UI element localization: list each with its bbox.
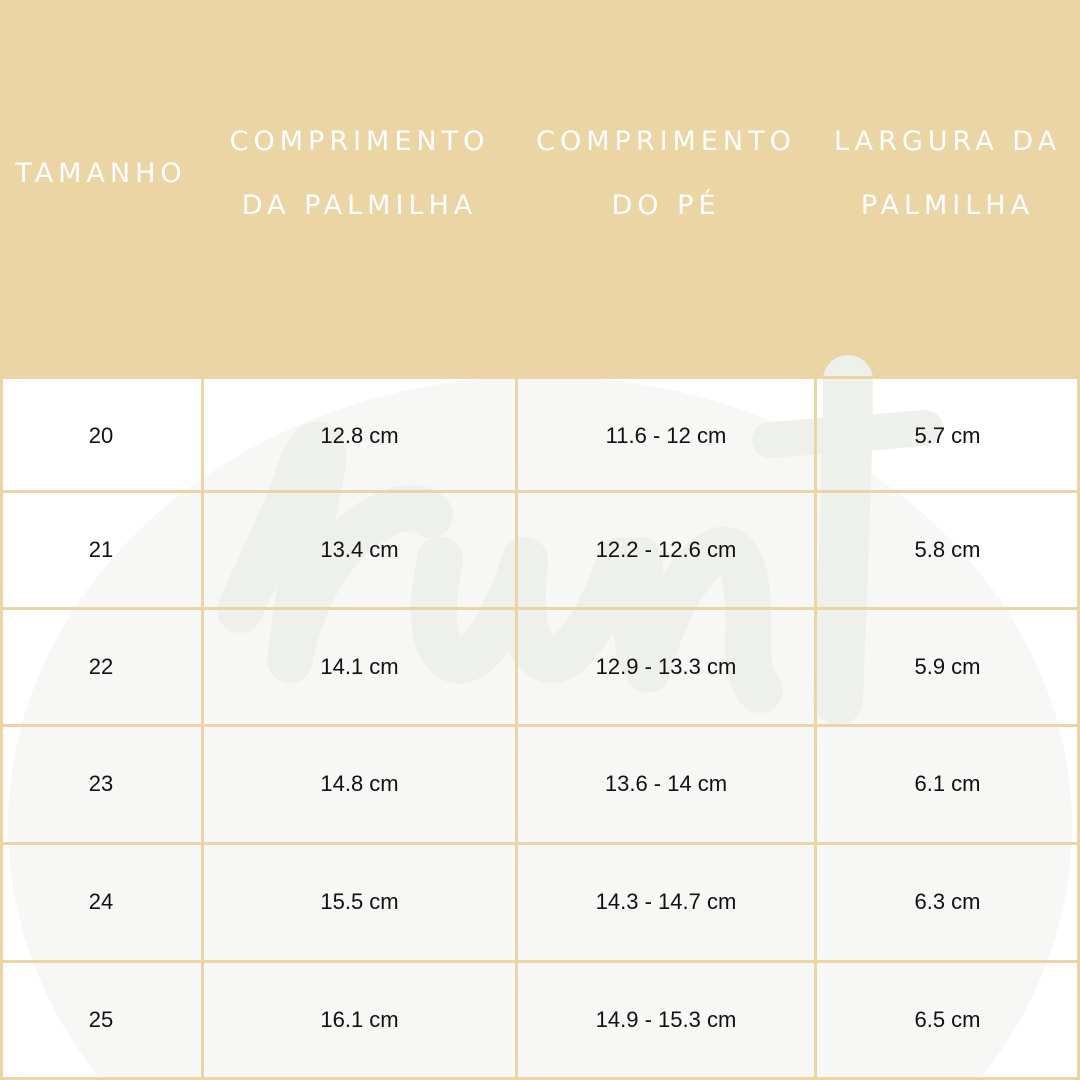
header-foot-length-line1: COMPRIMENTO xyxy=(536,126,796,157)
cell-size: 22 xyxy=(88,654,114,679)
size-table xyxy=(0,376,1080,1080)
cell-insole-length: 15.5 cm xyxy=(320,889,399,914)
table-row xyxy=(0,842,1080,959)
header-insole-width-line2: PALMILHA xyxy=(860,190,1035,221)
header-foot-length-line2: DO PÉ xyxy=(611,190,721,221)
grid-line-col1 xyxy=(201,376,204,1080)
cell-insole-length: 14.8 cm xyxy=(320,771,399,796)
cell-foot-length: 11.6 - 12 cm xyxy=(605,423,727,448)
header-insole-length-line2: DA PALMILHA xyxy=(241,190,478,221)
grid-line-left xyxy=(0,376,3,1080)
cell-foot-length: 13.6 - 14 cm xyxy=(604,771,728,796)
header-insole-width-line1: LARGURA DA xyxy=(833,126,1062,157)
grid-line-col3 xyxy=(814,376,817,1080)
cell-foot-length: 14.9 - 15.3 cm xyxy=(595,1007,737,1032)
table-row xyxy=(0,490,1080,607)
table-row xyxy=(0,960,1080,1077)
header-size-line1: TAMANHO xyxy=(15,158,187,189)
header-insole-length-line1: COMPRIMENTO xyxy=(229,126,490,157)
cell-insole-width: 6.5 cm xyxy=(914,1007,981,1032)
table-row xyxy=(0,607,1080,724)
cell-insole-width: 6.3 cm xyxy=(914,889,981,914)
cell-size: 20 xyxy=(88,423,114,448)
cell-size: 24 xyxy=(88,889,114,914)
table-row xyxy=(0,724,1080,841)
cell-insole-length: 16.1 cm xyxy=(320,1007,399,1032)
cell-foot-length: 14.3 - 14.7 cm xyxy=(595,889,737,914)
table-row xyxy=(0,376,1080,493)
cell-insole-length: 13.4 cm xyxy=(320,537,399,562)
cell-size: 21 xyxy=(88,537,114,562)
cell-foot-length: 12.2 - 12.6 cm xyxy=(595,537,737,562)
cell-foot-length: 12.9 - 13.3 cm xyxy=(595,654,737,679)
cell-insole-length: 14.1 cm xyxy=(320,654,399,679)
cell-size: 25 xyxy=(88,1007,114,1032)
cell-insole-length: 12.8 cm xyxy=(320,423,399,448)
cell-insole-width: 6.1 cm xyxy=(914,771,981,796)
cell-size: 23 xyxy=(88,771,114,796)
cell-insole-width: 5.7 cm xyxy=(914,423,981,448)
cell-insole-width: 5.8 cm xyxy=(914,537,981,562)
cell-insole-width: 5.9 cm xyxy=(914,654,981,679)
grid-line-col2 xyxy=(515,376,518,1080)
